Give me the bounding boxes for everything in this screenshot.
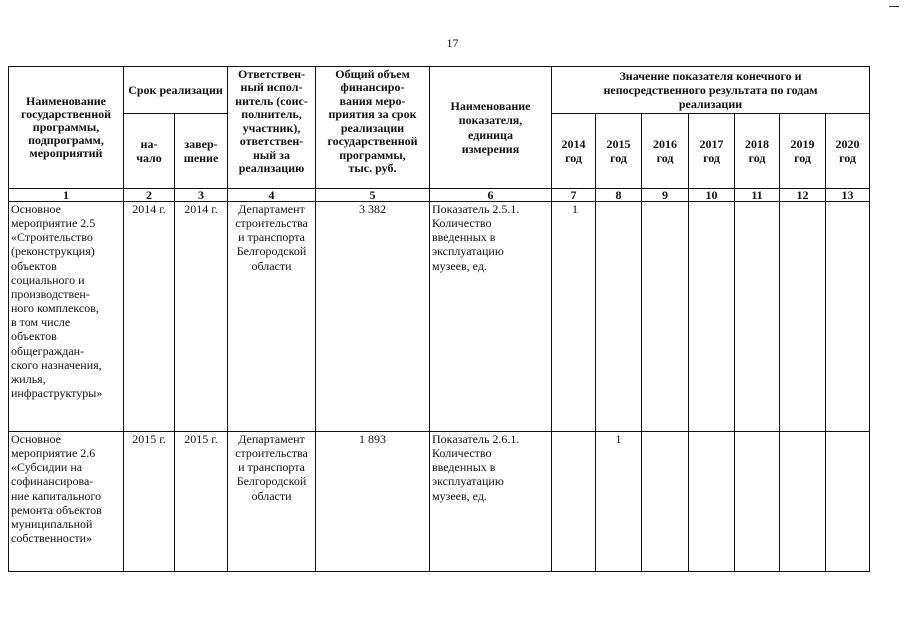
row-value-2020 xyxy=(826,202,870,432)
row-end: 2015 г. xyxy=(175,432,228,572)
header-end: завер- шение xyxy=(175,114,228,189)
column-number: 1 xyxy=(9,189,124,202)
table-row xyxy=(9,432,870,572)
row-indicator: Показатель 2.6.1. Количество введенных в эксплуатацию музеев, ед. xyxy=(430,432,552,572)
column-number: 13 xyxy=(826,189,870,202)
column-number: 7 xyxy=(552,189,596,202)
column-number: 10 xyxy=(689,189,735,202)
row-value-2019 xyxy=(780,202,826,432)
header-year-2016: 2016 год xyxy=(642,114,689,189)
header-values-group: Значение показателя конечного и непосредственного результата по годам реализации xyxy=(552,67,870,114)
row-program-name: Основное мероприятие 2.6 «Субсидии на софинансирова- ние капитального ремонта объектов муниципальной собственности» xyxy=(9,432,124,572)
program-table xyxy=(8,66,870,572)
header-year-2020: 2020 год xyxy=(826,114,870,189)
header-indicator: Наименование показателя, единица измерения xyxy=(430,67,552,189)
header-year-2019: 2019 год xyxy=(780,114,826,189)
row-value-2018 xyxy=(735,202,780,432)
column-number: 8 xyxy=(596,189,642,202)
page-number: 17 xyxy=(446,36,459,50)
column-number: 11 xyxy=(735,189,780,202)
table-row xyxy=(9,202,870,432)
header-program-name: Наименование государственной программы, подпрограмм, мероприятий xyxy=(9,67,124,189)
row-value-2014: 1 xyxy=(552,202,596,432)
row-value-2017 xyxy=(689,202,735,432)
column-number: 12 xyxy=(780,189,826,202)
row-program-name: Основное мероприятие 2.5 «Строительство (реконструкция) объектов социального и производствен- ного комплексов, в том числе объектов общеграждан- ского назначения, жилья, инфраструктуры» xyxy=(9,202,124,432)
row-responsible: Департамент строительства и транспорта Белгородской области xyxy=(228,432,316,572)
row-value-2017 xyxy=(689,432,735,572)
column-number: 9 xyxy=(642,189,689,202)
row-start: 2014 г. xyxy=(124,202,175,432)
row-end: 2014 г. xyxy=(175,202,228,432)
column-number: 2 xyxy=(124,189,175,202)
row-funding: 3 382 xyxy=(316,202,430,432)
row-value-2019 xyxy=(780,432,826,572)
header-funding: Общий объем финансиро- вания меро- приятия за срок реализации государственной программы, тыс. руб. xyxy=(316,67,430,189)
header-year-2017: 2017 год xyxy=(689,114,735,189)
row-value-2018 xyxy=(735,432,780,572)
header-start: на- чало xyxy=(124,114,175,189)
row-value-2014 xyxy=(552,432,596,572)
column-number: 5 xyxy=(316,189,430,202)
row-value-2015: 1 xyxy=(596,432,642,572)
row-responsible: Департамент строительства и транспорта Белгородской области xyxy=(228,202,316,432)
row-value-2015 xyxy=(596,202,642,432)
header-year-2014: 2014 год xyxy=(552,114,596,189)
row-value-2016 xyxy=(642,202,689,432)
header-year-2018: 2018 год xyxy=(735,114,780,189)
row-value-2016 xyxy=(642,432,689,572)
column-number: 3 xyxy=(175,189,228,202)
header-year-2015: 2015 год xyxy=(596,114,642,189)
column-number: 6 xyxy=(430,189,552,202)
row-start: 2015 г. xyxy=(124,432,175,572)
header-term: Срок реализации xyxy=(124,67,228,114)
row-funding: 1 893 xyxy=(316,432,430,572)
row-indicator: Показатель 2.5.1. Количество введенных в эксплуатацию музеев, ед. xyxy=(430,202,552,432)
corner-dash xyxy=(889,6,899,7)
header-responsible: Ответствен- ный испол- нитель (соис- полнитель, участник), ответствен- ный за реализацию xyxy=(228,67,316,189)
column-number: 4 xyxy=(228,189,316,202)
row-value-2020 xyxy=(826,432,870,572)
